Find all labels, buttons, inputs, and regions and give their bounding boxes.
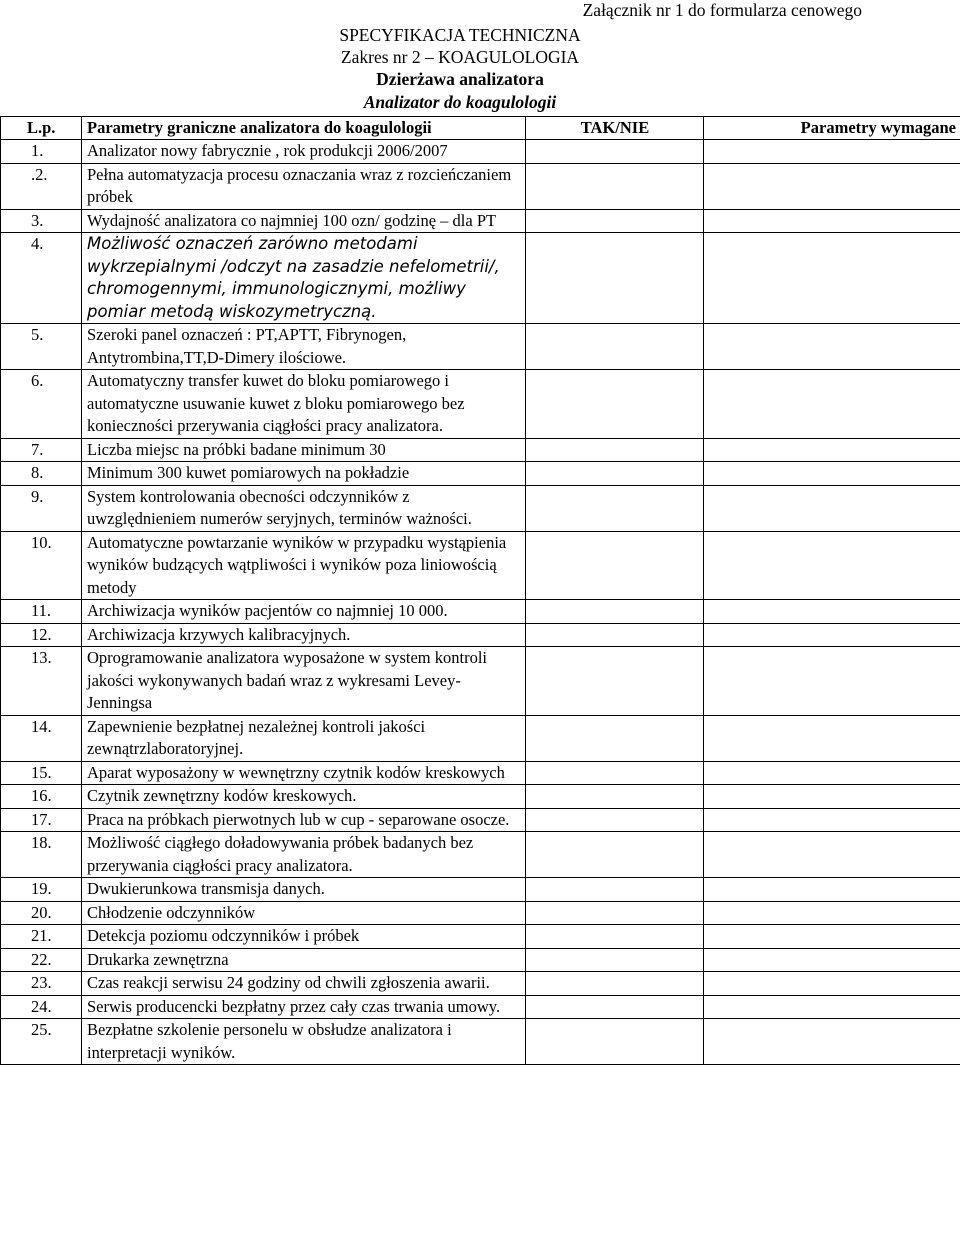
row-required-cell[interactable] (704, 209, 960, 233)
table-row (1, 324, 960, 370)
row-number: 4. (1, 233, 82, 324)
row-required-cell[interactable] (704, 785, 960, 809)
row-number: 3. (1, 209, 82, 233)
row-yes-no-cell[interactable] (526, 1019, 704, 1065)
row-required-cell[interactable] (704, 832, 960, 878)
table-row (1, 647, 960, 716)
row-parameter: Szeroki panel oznaczeń : PT,APTT, Fibrynogen, Antytrombina,TT,D-Dimery ilościowe. (82, 324, 526, 370)
row-required-cell[interactable] (704, 972, 960, 996)
row-yes-no-cell[interactable] (526, 531, 704, 600)
row-number: 14. (1, 715, 82, 761)
row-parameter: Archiwizacja wyników pacjentów co najmniej 10 000. (82, 600, 526, 624)
row-required-cell[interactable] (704, 531, 960, 600)
row-required-cell[interactable] (704, 925, 960, 949)
header-yes-no: TAK/NIE (526, 117, 704, 140)
row-parameter: Praca na próbkach pierwotnych lub w cup - separowane osocze. (82, 808, 526, 832)
row-required-cell[interactable] (704, 878, 960, 902)
title-specification: SPECYFIKACJA TECHNICZNA (339, 25, 581, 45)
row-yes-no-cell[interactable] (526, 163, 704, 209)
row-yes-no-cell[interactable] (526, 972, 704, 996)
row-yes-no-cell[interactable] (526, 901, 704, 925)
row-required-cell[interactable] (704, 163, 960, 209)
row-required-cell[interactable] (704, 370, 960, 439)
row-number: 21. (1, 925, 82, 949)
row-required-cell[interactable] (704, 995, 960, 1019)
table-row (1, 462, 960, 486)
row-required-cell[interactable] (704, 485, 960, 531)
row-required-cell[interactable] (704, 324, 960, 370)
row-yes-no-cell[interactable] (526, 600, 704, 624)
row-yes-no-cell[interactable] (526, 140, 704, 164)
row-parameter: Aparat wyposażony w wewnętrzny czytnik kodów kreskowych (82, 761, 526, 785)
row-parameter: Detekcja poziomu odczynników i próbek (82, 925, 526, 949)
table-row (1, 715, 960, 761)
row-number: 23. (1, 972, 82, 996)
row-number: 22. (1, 948, 82, 972)
row-number: 8. (1, 462, 82, 486)
table-row (1, 438, 960, 462)
table-row (1, 972, 960, 996)
row-yes-no-cell[interactable] (526, 761, 704, 785)
table-row (1, 832, 960, 878)
table-row (1, 785, 960, 809)
table-row (1, 901, 960, 925)
row-required-cell[interactable] (704, 1019, 960, 1065)
row-number: 18. (1, 832, 82, 878)
row-number: 7. (1, 438, 82, 462)
row-yes-no-cell[interactable] (526, 324, 704, 370)
row-required-cell[interactable] (704, 438, 960, 462)
row-number: 20. (1, 901, 82, 925)
table-row (1, 485, 960, 531)
specification-table (0, 116, 960, 1065)
title-scope: Zakres nr 2 – KOAGULOLOGIA (340, 47, 580, 67)
row-number: 19. (1, 878, 82, 902)
row-required-cell[interactable] (704, 600, 960, 624)
row-number: 1. (1, 140, 82, 164)
row-parameter: Minimum 300 kuwet pomiarowych na pokładzie (82, 462, 526, 486)
row-number: 10. (1, 531, 82, 600)
row-parameter: Dwukierunkowa transmisja danych. (82, 878, 526, 902)
row-required-cell[interactable] (704, 808, 960, 832)
row-parameter: Automatyczne powtarzanie wyników w przypadku wystąpienia wyników budzących wątpliwości i wyników poza liniowością metody (82, 531, 526, 600)
table-row (1, 370, 960, 439)
row-parameter: Czytnik zewnętrzny kodów kreskowych. (82, 785, 526, 809)
row-required-cell[interactable] (704, 233, 960, 324)
row-yes-no-cell[interactable] (526, 785, 704, 809)
row-number: 17. (1, 808, 82, 832)
table-row (1, 808, 960, 832)
header-number: L.p. (1, 117, 82, 140)
row-required-cell[interactable] (704, 948, 960, 972)
row-yes-no-cell[interactable] (526, 925, 704, 949)
table-row (1, 600, 960, 624)
annex-label: Załącznik nr 1 do formularza cenowego (582, 0, 862, 20)
row-yes-no-cell[interactable] (526, 209, 704, 233)
row-number: 6. (1, 370, 82, 439)
table-row (1, 233, 960, 324)
table-row (1, 163, 960, 209)
table-header-row (1, 117, 960, 140)
row-yes-no-cell[interactable] (526, 462, 704, 486)
row-yes-no-cell[interactable] (526, 485, 704, 531)
row-required-cell[interactable] (704, 647, 960, 716)
row-parameter: Drukarka zewnętrzna (82, 948, 526, 972)
row-parameter: Wydajność analizatora co najmniej 100 ozn/ godzinę – dla PT (82, 209, 526, 233)
row-yes-no-cell[interactable] (526, 948, 704, 972)
table-body (1, 140, 960, 1065)
row-number: 24. (1, 995, 82, 1019)
header-parameter: Parametry graniczne analizatora do koagulologii (82, 117, 526, 140)
row-yes-no-cell[interactable] (526, 808, 704, 832)
row-number: .2. (1, 163, 82, 209)
row-parameter: Chłodzenie odczynników (82, 901, 526, 925)
title-analyzer: Analizator do koagulologii (363, 92, 557, 112)
table-row (1, 948, 960, 972)
row-parameter: Liczba miejsc na próbki badane minimum 30 (82, 438, 526, 462)
row-parameter: Archiwizacja krzywych kalibracyjnych. (82, 623, 526, 647)
table-row (1, 1019, 960, 1065)
row-number: 15. (1, 761, 82, 785)
row-yes-no-cell[interactable] (526, 878, 704, 902)
row-required-cell[interactable] (704, 761, 960, 785)
row-required-cell[interactable] (704, 140, 960, 164)
row-parameter: Serwis producencki bezpłatny przez cały czas trwania umowy. (82, 995, 526, 1019)
row-parameter: Możliwość oznaczeń zarówno metodami wykrzepialnymi /odczyt na zasadzie nefelometrii/, chromogennymi, immunologicznymi, możliwy pomiar metodą wiskozymetryczną. (82, 233, 526, 324)
row-yes-no-cell[interactable] (526, 233, 704, 324)
row-number: 13. (1, 647, 82, 716)
row-required-cell[interactable] (704, 462, 960, 486)
row-parameter: Bezpłatne szkolenie personelu w obsłudze analizatora i interpretacji wyników. (82, 1019, 526, 1065)
row-required-cell[interactable] (704, 623, 960, 647)
title-lease: Dzierżawa analizatora (376, 69, 544, 89)
row-yes-no-cell[interactable] (526, 995, 704, 1019)
table-row (1, 925, 960, 949)
row-yes-no-cell[interactable] (526, 832, 704, 878)
row-yes-no-cell[interactable] (526, 438, 704, 462)
row-yes-no-cell[interactable] (526, 623, 704, 647)
row-parameter: Możliwość ciągłego doładowywania próbek badanych bez przerywania ciągłości pracy analizatora. (82, 832, 526, 878)
row-required-cell[interactable] (704, 901, 960, 925)
row-number: 25. (1, 1019, 82, 1065)
row-parameter: Zapewnienie bezpłatnej nezależnej kontroli jakości zewnątrzlaboratoryjnej. (82, 715, 526, 761)
table-row (1, 209, 960, 233)
row-parameter: Czas reakcji serwisu 24 godziny od chwili zgłoszenia awarii. (82, 972, 526, 996)
row-yes-no-cell[interactable] (526, 370, 704, 439)
row-required-cell[interactable] (704, 715, 960, 761)
row-parameter: Pełna automatyzacja procesu oznaczania wraz z rozcieńczaniem próbek (82, 163, 526, 209)
table-row (1, 761, 960, 785)
row-number: 11. (1, 600, 82, 624)
table-row (1, 623, 960, 647)
table-row (1, 140, 960, 164)
row-yes-no-cell[interactable] (526, 647, 704, 716)
table-row (1, 995, 960, 1019)
row-number: 9. (1, 485, 82, 531)
table-row (1, 878, 960, 902)
row-yes-no-cell[interactable] (526, 715, 704, 761)
row-number: 16. (1, 785, 82, 809)
table-row (1, 531, 960, 600)
header-required: Parametry wymagane (704, 117, 960, 140)
row-parameter: Automatyczny transfer kuwet do bloku pomiarowego i automatyczne usuwanie kuwet z bloku pomiarowego bez konieczności przerywania ciągłości pracy analizatora. (82, 370, 526, 439)
row-parameter: Analizator nowy fabrycznie , rok produkcji 2006/2007 (82, 140, 526, 164)
row-parameter: System kontrolowania obecności odczynników z uwzględnieniem numerów seryjnych, terminów ważności. (82, 485, 526, 531)
row-number: 12. (1, 623, 82, 647)
row-parameter: Oprogramowanie analizatora wyposażone w system kontroli jakości wykonywanych badań wraz z wykresami Levey-Jenningsa (82, 647, 526, 716)
row-number: 5. (1, 324, 82, 370)
